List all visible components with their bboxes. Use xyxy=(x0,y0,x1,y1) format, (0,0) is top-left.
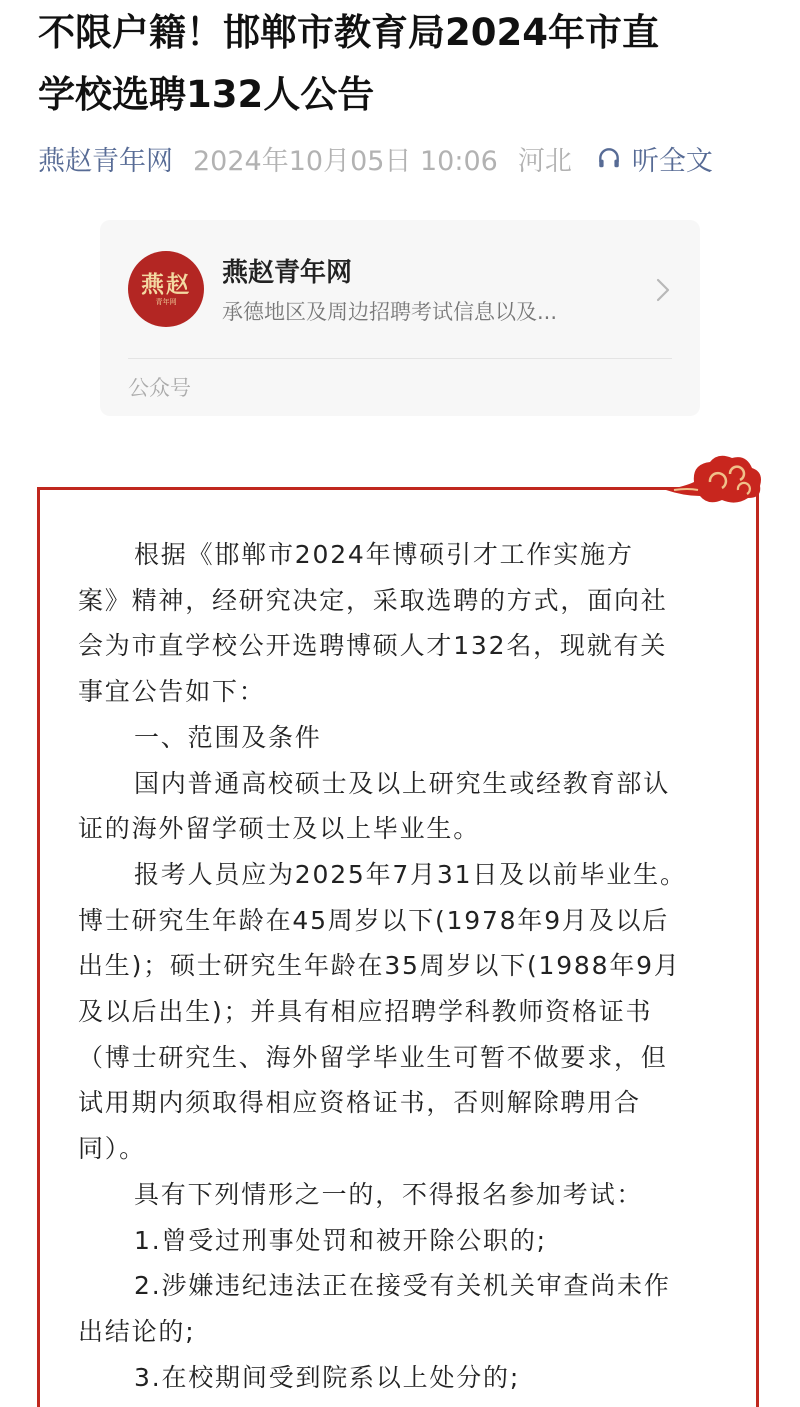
list-item: 出结论的; xyxy=(78,1316,196,1346)
paragraph-line: （博士研究生、海外留学毕业生可暂不做要求，但 xyxy=(78,1042,668,1072)
article-meta xyxy=(38,138,778,178)
list-item: 2.涉嫌违纪违法正在接受有关机关审查尚未作 xyxy=(134,1271,671,1301)
account-type-label: 公众号 xyxy=(128,376,191,400)
paragraph-line: 报考人员应为2025年7月31日及以前毕业生。 xyxy=(134,859,687,889)
avatar-logo-subtext: 青年网 xyxy=(155,297,177,306)
paragraph-line: 博士研究生年龄在45周岁以下(1978年9月及以后 xyxy=(78,905,670,935)
paragraph-line: 出生)；硕士研究生年龄在35周岁以下(1988年9月 xyxy=(78,951,681,981)
account-card[interactable] xyxy=(100,220,700,416)
chevron-right-icon xyxy=(656,278,670,302)
paragraph-line: 同）。 xyxy=(78,1134,146,1164)
headphones-icon xyxy=(596,145,622,171)
account-name: 燕赵青年网 xyxy=(222,258,353,288)
article-title xyxy=(38,2,768,126)
paragraph-line: 及以后出生)；并具有相应招聘学科教师资格证书 xyxy=(78,997,653,1027)
article-body xyxy=(78,532,718,1400)
listen-label: 听全文 xyxy=(631,145,713,177)
avatar-logo-text: 燕赵 xyxy=(141,270,191,298)
paragraph-line: 证的海外留学硕士及以上毕业生。 xyxy=(78,814,481,844)
list-item: 3.在校期间受到院系以上处分的; xyxy=(134,1362,521,1392)
paragraph-line: 根据《邯郸市2024年博硕引才工作实施方 xyxy=(134,540,634,569)
auspicious-cloud-icon xyxy=(664,452,764,508)
account-description: 承德地区及周边招聘考试信息以及... xyxy=(222,300,558,324)
source-link[interactable]: 燕赵青年网 xyxy=(38,145,173,177)
region-label: 河北 xyxy=(517,145,572,177)
publish-date: 2024年10月05日 10:06 xyxy=(193,145,498,177)
card-divider xyxy=(128,358,672,359)
paragraph-line: 案》精神，经研究决定，采取选聘的方式，面向社 xyxy=(78,585,668,615)
paragraph-line: 事宜公告如下： xyxy=(78,677,266,707)
listen-button[interactable] xyxy=(596,139,713,178)
section-heading: 一、范围及条件 xyxy=(134,722,322,752)
paragraph-line: 试用期内须取得相应资格证书，否则解除聘用合 xyxy=(78,1088,641,1118)
paragraph-line: 具有下列情形之一的，不得报名参加考试： xyxy=(134,1179,644,1209)
paragraph-line: 国内普通高校硕士及以上研究生或经教育部认 xyxy=(134,768,671,798)
title-line-2: 学校选聘132人公告 xyxy=(38,73,375,116)
title-line-1: 不限户籍！邯郸市教育局2024年市直 xyxy=(38,11,659,54)
paragraph-line: 会为市直学校公开选聘博硕人才132名，现就有关 xyxy=(78,631,668,661)
account-avatar xyxy=(128,251,204,327)
list-item: 1.曾受过刑事处罚和被开除公职的; xyxy=(134,1225,547,1255)
